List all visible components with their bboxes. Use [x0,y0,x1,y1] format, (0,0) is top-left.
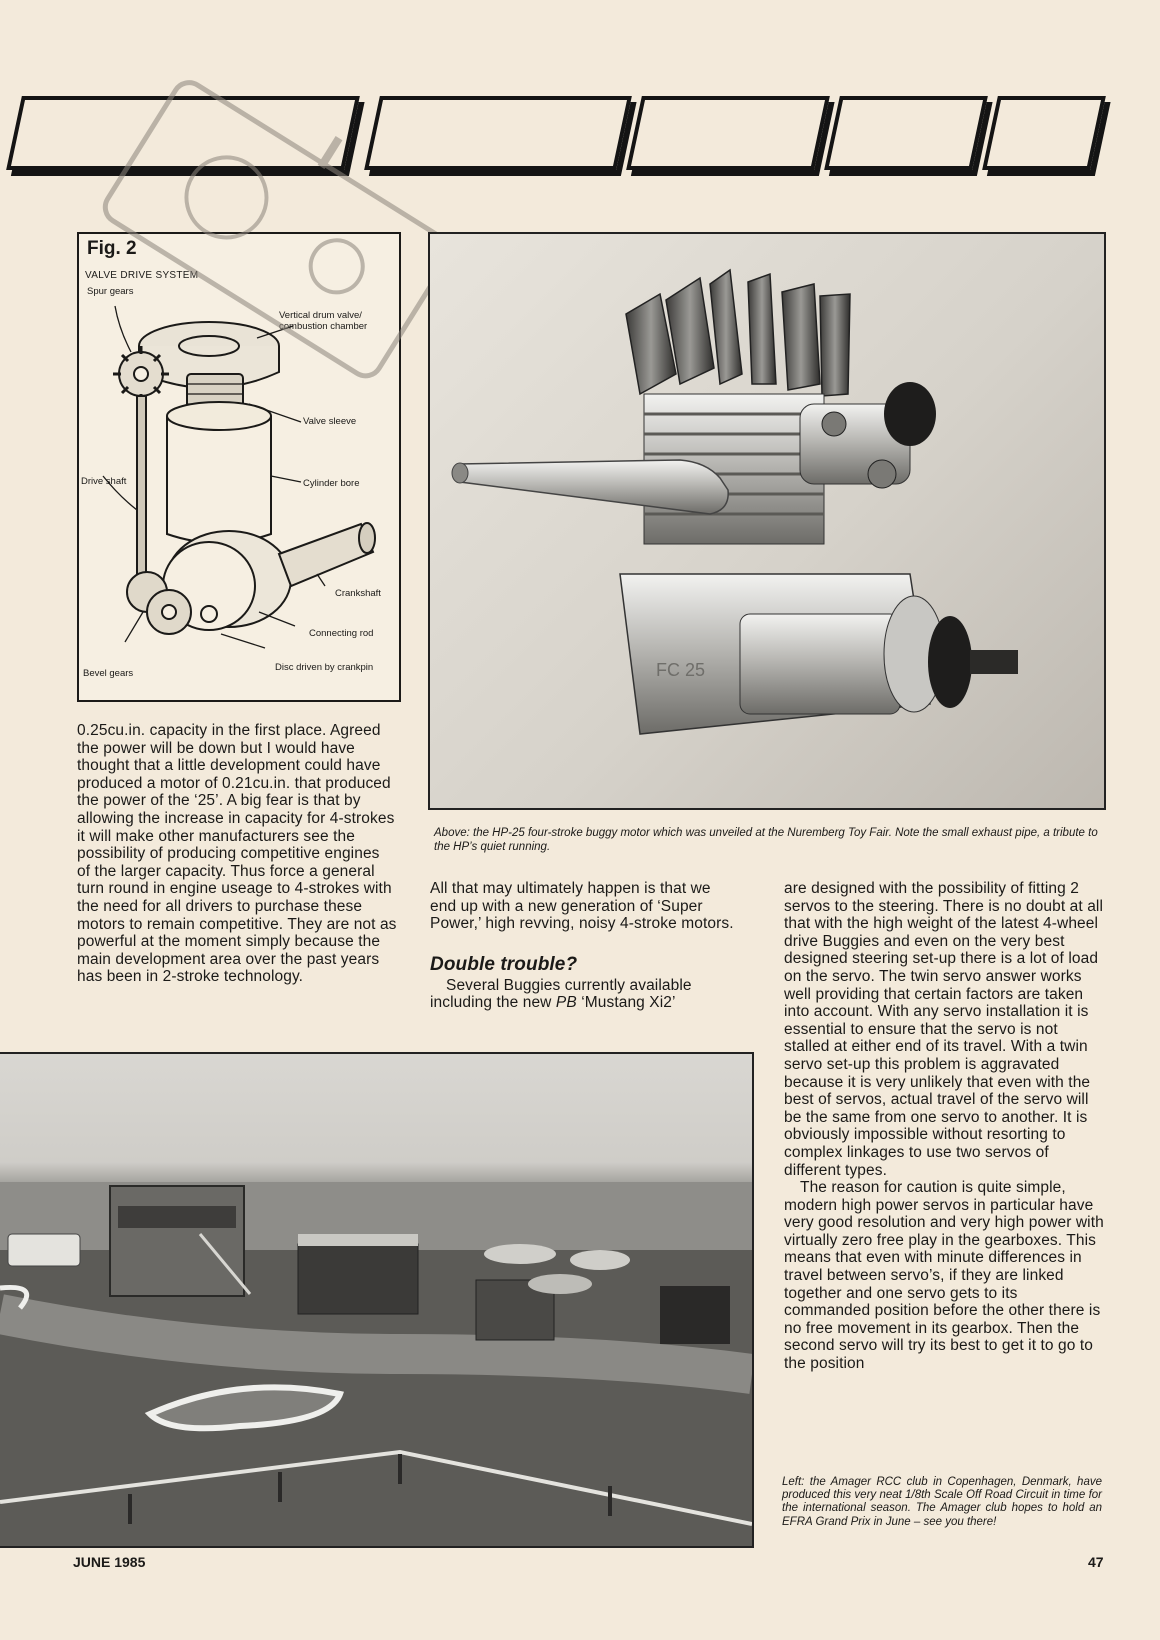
label-disc-driven-by-crankpin: Disc driven by crankpin [275,662,374,673]
article-column-1 [77,722,397,986]
label-valve-sleeve: Valve sleeve [303,416,357,427]
track-photo-caption: Left: the Amager RCC club in Copenhagen, Denmark, have produced this very neat 1/8th Scale Off Road Circuit in time for the international season. The Amager club hopes to hold an EFRA Grand Prix in June – see you there! [782,1476,1102,1528]
para2-pb: PB [555,994,577,1012]
track-photo [0,1052,754,1548]
article-column-2 [430,880,740,1012]
page-number: 47 [1088,1554,1104,1570]
figure-subtitle: VALVE DRIVE SYSTEM [85,270,199,281]
label-vertical-drum-valve: Vertical drum valve/ combustion chamber [279,310,368,332]
label-bevel-gears: Bevel gears [83,668,134,679]
engine-marking: FC 25 [656,660,706,680]
off-road-circuit-image [0,1054,752,1546]
header-box-3 [626,96,830,170]
header-box-1 [6,96,360,170]
header-box-4 [824,96,988,170]
label-crankshaft: Crankshaft [335,588,381,599]
section-heading-double-trouble: Double trouble? [430,953,578,975]
article-column-3 [784,880,1104,1373]
label-cylinder-bore: Cylinder bore [303,478,360,489]
footer-date: JUNE 1985 [73,1554,146,1570]
label-drive-shaft: Drive shaft [81,476,127,487]
column-3-paragraph-2: The reason for caution is quite simple, modern high power servos in particular have very good resolution and very high power with virtually zero free play in the gearboxes. This means that even with minute differences in travel between servo’s, if they are linked together and one servo gets to its commanded position before the other there is no free movement in its gearbox. Then the second servo will try its best to get it to go to the position [784,1179,1104,1373]
label-spur-gears: Spur gears [87,286,134,297]
column-1-paragraph: 0.25cu.in. capacity in the first place. Agreed the power will be down but I would have thought that a little development could have produced a motor of 0.21cu.in. that produced the power of the ‘25’. A big fear is that by allowing the increase in capacity for 4-strokes it will make other manufacturers see the possibility of producing competitive engines of the larger capacity. Thus force a general turn round in engine useage to 4-strokes with the need for all drivers to purchase these motors to remain competitive. They are not as powerful at the moment simply because the main development area over the past years has been in 2-stroke technology. [77,722,397,986]
figure-valve-drive-system [77,232,401,702]
figure-title: Fig. 2 [87,238,137,259]
hp25-engine-image [430,234,1104,808]
para2-end: ‘Mustang Xi2’ [576,994,676,1012]
header-box-5 [982,96,1106,170]
column-2-paragraph-1: All that may ultimately happen is that we end up with a new generation of ‘Super Power,’ high revving, noisy 4-stroke motors. [430,880,734,933]
column-2-paragraph-2 [430,977,740,1012]
label-connecting-rod: Connecting rod [309,628,374,639]
column-3-paragraph-1: are designed with the possibility of fitting 2 servos to the steering. There is no doubt at all that with the high weight of the latest 4-wheel drive Buggies and even on the very best designed steering set-up there is a lot of load on the servo. The twin servo answer works well providing that certain factors are taken into account. With any servo installation it is essential to ensure that the servo is not stalled at either end of its travel. With a twin servo set-up this problem is aggravated because it is very unlikely that even with the best of servos, actual travel of the servo will be the same from one servo to another. It is obviously impossible without resorting to complex linkages to use two servos of different types. [784,880,1103,1179]
engine-photo [428,232,1106,810]
para2-start: Several Buggies currently available including the new [430,976,692,1012]
header-box-2 [364,96,632,170]
engine-photo-caption: Above: the HP-25 four-stroke buggy motor which was unveiled at the Nuremberg Toy Fair. Note the small exhaust pipe, a tribute to the HP’s quiet running. [434,827,1098,853]
